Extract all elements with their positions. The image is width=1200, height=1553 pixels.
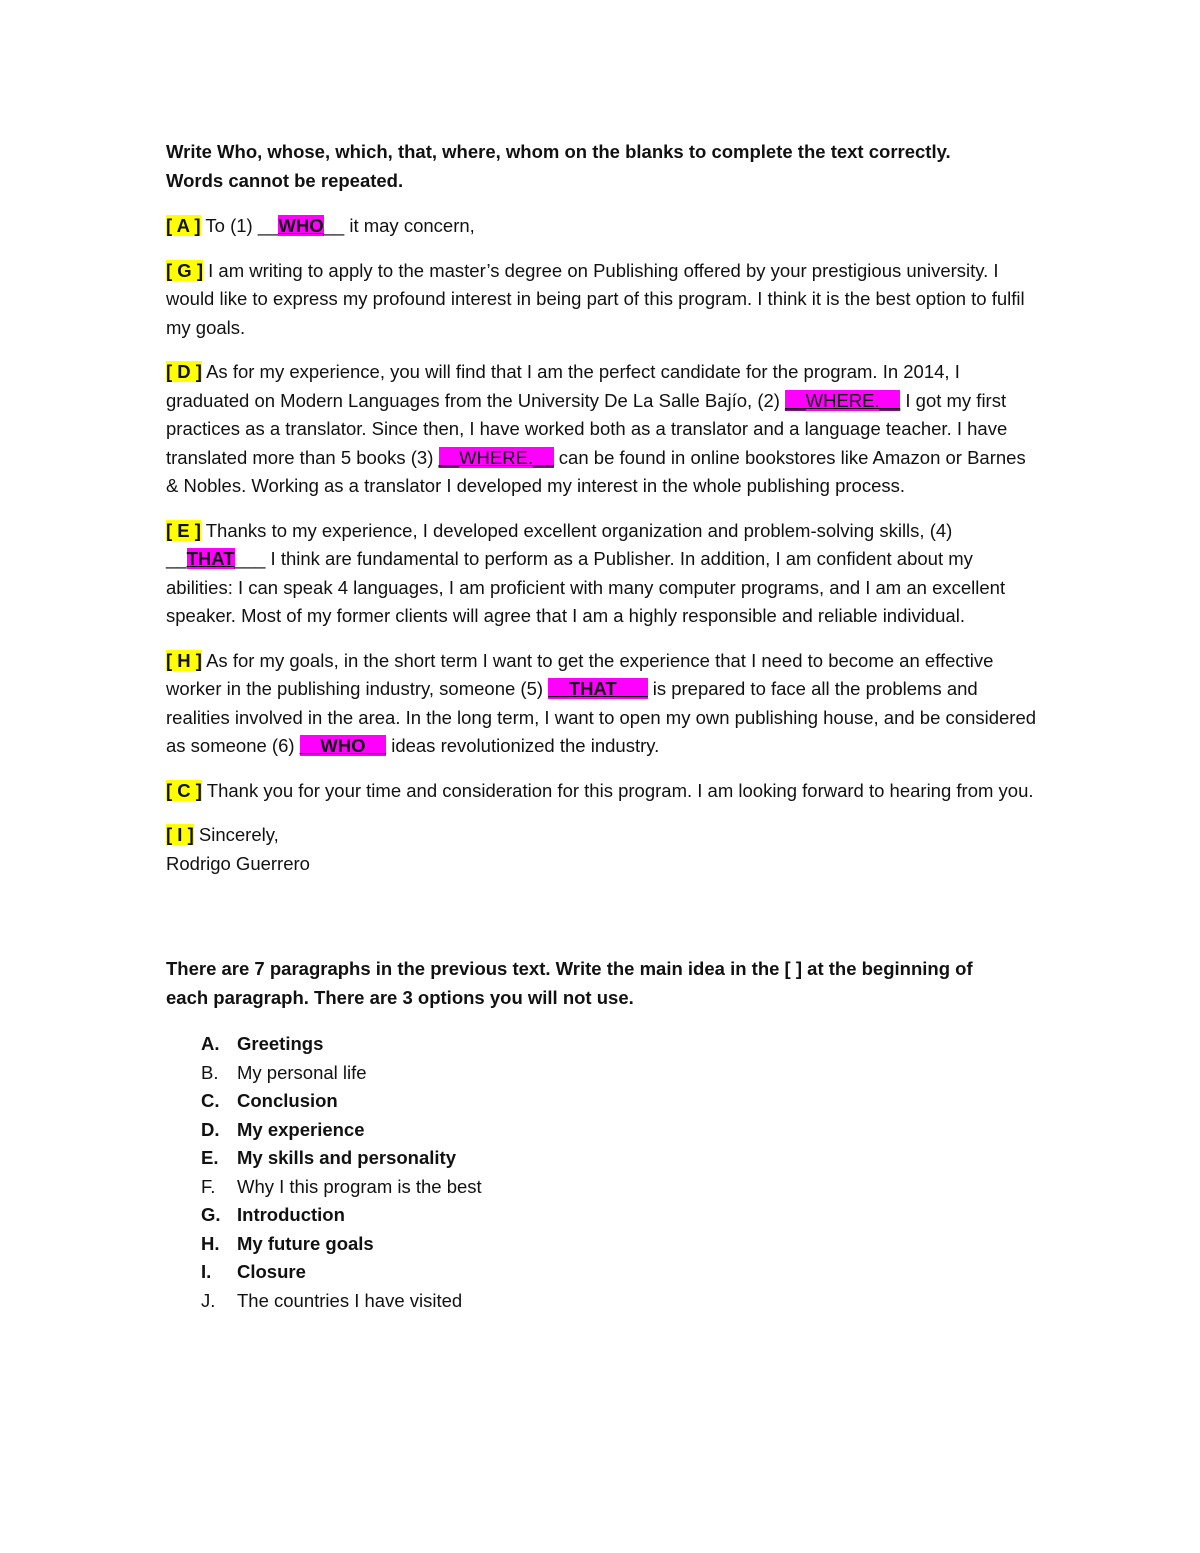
option-text: Closure	[237, 1261, 306, 1282]
paragraph-text: can be found in online bookstores like Amazon or Barnes & Nobles. Working as a translator I developed my interest in the whole publishing process.	[166, 446, 1026, 496]
option-letter: D.	[201, 1118, 220, 1140]
paragraph-c	[166, 777, 1040, 806]
paragraph-tag: [ H ]	[166, 649, 202, 671]
answer-blank-1: WHO	[278, 215, 324, 236]
option-text: My personal life	[237, 1061, 367, 1083]
options-list	[166, 1030, 1040, 1315]
option-letter: J.	[201, 1289, 216, 1311]
paragraph-text: As for my experience, you will find that I am the perfect candidate for the program. In 2014, I graduated on Modern Languages from the University De La Salle Bajío, (2)	[166, 361, 960, 411]
instructions-line-2: Words cannot be repeated.	[166, 169, 404, 191]
option-text: Why I this program is the best	[237, 1175, 482, 1197]
paragraph-e	[166, 517, 1040, 631]
paragraph-d	[166, 358, 1040, 501]
option-item	[166, 1059, 1040, 1088]
instructions-line-1: Write Who, whose, which, that, where, whom on the blanks to complete the text correctly.	[166, 141, 951, 162]
signature: Rodrigo Guerrero	[166, 852, 310, 874]
document-body	[166, 138, 1040, 1315]
answer-blank-3: __WHERE.__	[438, 446, 554, 468]
paragraph-i	[166, 821, 1040, 878]
paragraph-a	[166, 212, 1040, 241]
instructions-part-2	[166, 955, 1040, 1012]
paragraph-tag: [ I ]	[166, 824, 194, 845]
paragraph-tag: [ E ]	[166, 519, 201, 541]
option-letter: F.	[201, 1175, 216, 1197]
option-letter: B.	[201, 1061, 219, 1083]
paragraph-text: ___ I think are fundamental to perform as a Publisher. In addition, I am confident about my abilities: I can speak 4 languages, I am proficient with many computer programs, and I am an excellent speaker. Most of my former clients will agree that I am a highly responsible and reliable individual.	[166, 548, 1006, 626]
answer-blank-5: __THAT___	[548, 678, 648, 699]
paragraph-tag: [ D ]	[166, 361, 202, 382]
instructions	[166, 138, 1040, 195]
instructions-2-line-1: There are 7 paragraphs in the previous text. Write the main idea in the [ ] at the beginning of	[166, 958, 973, 979]
option-text: Introduction	[237, 1204, 345, 1225]
option-item	[166, 1087, 1040, 1116]
answer-blank-4: THAT	[186, 548, 235, 569]
option-text: Greetings	[237, 1033, 324, 1054]
paragraph-text: Thanks to my experience, I developed excellent organization and problem-solving skills, (4) __	[166, 519, 953, 569]
option-text: My future goals	[237, 1232, 374, 1254]
option-item	[166, 1173, 1040, 1202]
closing-text: Sincerely,	[193, 824, 279, 845]
instructions-2-line-2: each paragraph. There are 3 options you will not use.	[166, 986, 634, 1008]
paragraph-tag: [ C ]	[166, 779, 202, 801]
option-text: My experience	[237, 1118, 365, 1140]
option-item	[166, 1258, 1040, 1287]
option-item	[166, 1144, 1040, 1173]
section-spacer	[166, 894, 1040, 955]
answer-blank-2: __WHERE.__	[785, 389, 901, 411]
paragraph-text: Thank you for your time and consideration for this program. I am looking forward to hearing from you.	[201, 779, 1034, 801]
paragraph-text: As for my goals, in the short term I want to get the experience that I need to become an effective worker in the publishing industry, someone (5)	[166, 649, 994, 699]
option-letter: G.	[201, 1204, 221, 1225]
option-letter: H.	[201, 1232, 220, 1254]
option-text: The countries I have visited	[237, 1289, 463, 1311]
paragraph-text: I got my first practices as a translator. Since then, I have worked both as a translator and a language teacher. I have translated more than 5 books (3)	[166, 389, 1008, 468]
answer-blank-6: __WHO__	[299, 735, 387, 756]
option-text: Conclusion	[237, 1090, 338, 1111]
paragraph-text: is prepared to face all the problems and realities involved in the area. In the long term, I want to open my own publishing house, and be considered as someone (6)	[166, 678, 1037, 756]
option-letter: I.	[201, 1261, 212, 1282]
option-item	[166, 1030, 1040, 1059]
option-item	[166, 1116, 1040, 1145]
paragraph-text: To (1) __	[200, 215, 279, 236]
option-text: My skills and personality	[237, 1147, 456, 1168]
option-item	[166, 1230, 1040, 1259]
paragraph-text: ideas revolutionized the industry.	[386, 735, 660, 756]
paragraph-tag: [ A ]	[166, 215, 201, 236]
option-letter: E.	[201, 1147, 219, 1168]
paragraph-text: I am writing to apply to the master’s degree on Publishing offered by your prestigious university. I would like to express my profound interest in being part of this program. I think it is the best option to fulfil my goals.	[166, 259, 1025, 338]
option-letter: C.	[201, 1090, 220, 1111]
paragraph-text: __ it may concern,	[323, 215, 475, 236]
option-item	[166, 1287, 1040, 1316]
paragraph-g	[166, 257, 1040, 343]
option-letter: A.	[201, 1033, 220, 1054]
option-item	[166, 1201, 1040, 1230]
paragraph-h	[166, 647, 1040, 761]
paragraph-tag: [ G ]	[166, 259, 203, 281]
